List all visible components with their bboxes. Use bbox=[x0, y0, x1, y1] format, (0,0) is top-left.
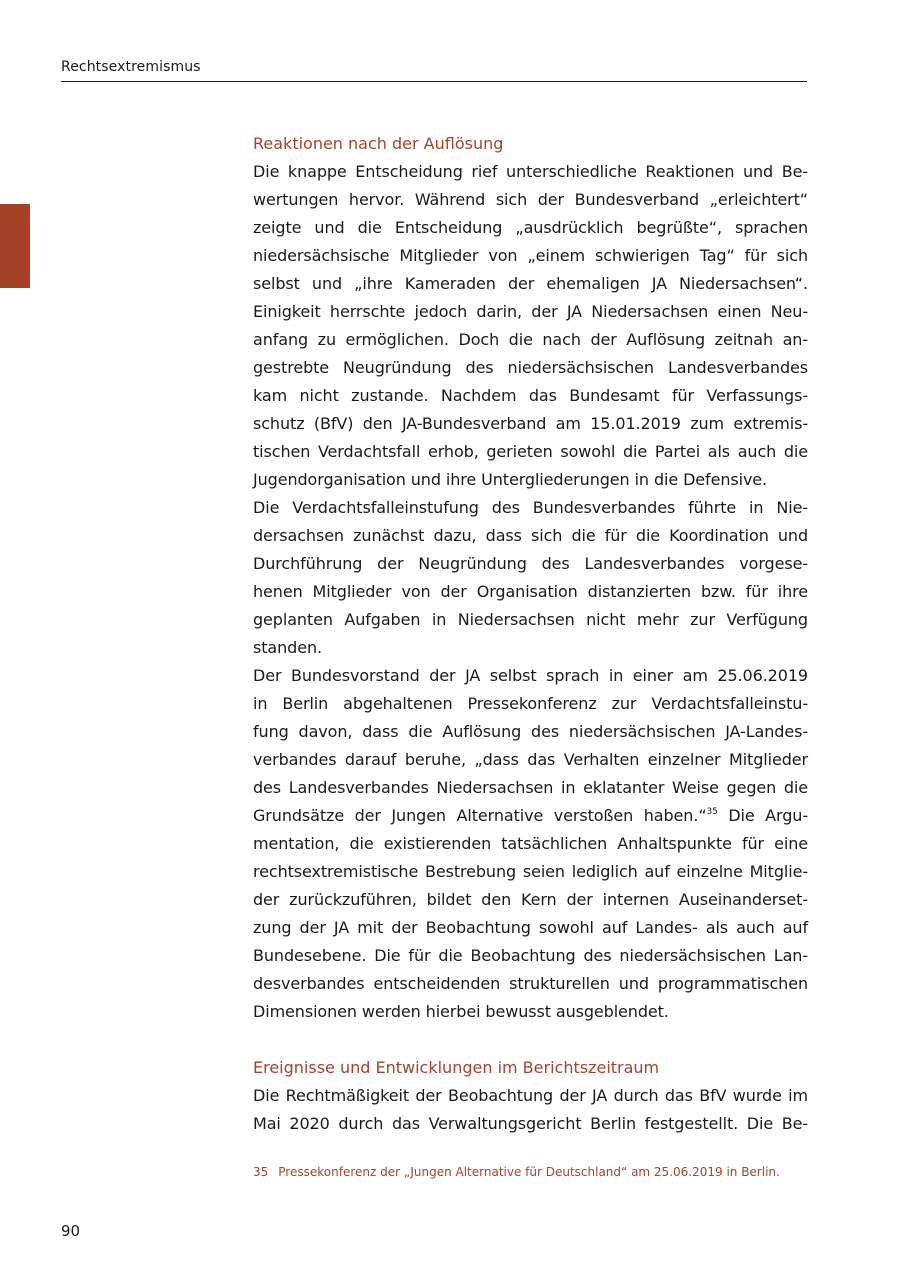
text-line: dersachsen zunächst dazu, dass sich die für die Koordination und bbox=[253, 526, 808, 545]
text-line: mentation, die existierenden tatsächlichen Anhaltspunkte für eine bbox=[253, 834, 808, 853]
header-rule bbox=[61, 81, 807, 82]
section-heading-reactions: Reaktionen nach der Auflösung bbox=[253, 134, 504, 153]
paragraph-3 bbox=[253, 662, 808, 1026]
section-heading-events: Ereignisse und Entwicklungen im Berichtszeitraum bbox=[253, 1058, 660, 1077]
text-line: kam nicht zustande. Nachdem das Bundesamt für Verfassungs- bbox=[253, 386, 808, 405]
text-line: zung der JA mit der Beobachtung sowohl auf Landes- als auch auf bbox=[253, 918, 808, 937]
text-line: rechtsextremistische Bestrebung seien lediglich auf einzelne Mitglie- bbox=[253, 862, 808, 881]
text-line: Einigkeit herrschte jedoch darin, der JA Niedersachsen einen Neu- bbox=[253, 302, 808, 321]
footnote-35 bbox=[253, 1165, 780, 1179]
text-segment: Grundsätze der Jungen Alternative verstoßen haben.“ bbox=[253, 806, 707, 825]
paragraph-1 bbox=[253, 158, 808, 494]
section-spacer bbox=[253, 1026, 808, 1054]
text-line: gestrebte Neugründung des niedersächsischen Landesverbandes bbox=[253, 358, 808, 377]
text-line: Dimensionen werden hierbei bewusst ausgeblendet. bbox=[253, 1002, 669, 1021]
text-line: henen Mitglieder von der Organisation distanzierten bzw. für ihre bbox=[253, 582, 808, 601]
text-line: standen. bbox=[253, 638, 322, 657]
text-line: geplanten Aufgaben in Niedersachsen nicht mehr zur Verfügung bbox=[253, 610, 808, 629]
footnote-number: 35 bbox=[253, 1165, 269, 1179]
text-line: schutz (BfV) den JA-Bundesverband am 15.01.2019 zum extremis- bbox=[253, 414, 808, 433]
text-line: zeigte und die Entscheidung „ausdrücklich begrüßte“, sprachen bbox=[253, 218, 808, 237]
text-line: der zurückzuführen, bildet den Kern der internen Auseinanderset- bbox=[253, 890, 808, 909]
text-line: Der Bundesvorstand der JA selbst sprach in einer am 25.06.2019 bbox=[253, 666, 808, 685]
text-line: tischen Verdachtsfall erhob, gerieten sowohl die Partei als auch die bbox=[253, 442, 808, 461]
text-line: anfang zu ermöglichen. Doch die nach der Auflösung zeitnah an- bbox=[253, 330, 808, 349]
text-line: Mai 2020 durch das Verwaltungsgericht Berlin festgestellt. Die Be- bbox=[253, 1114, 808, 1133]
text-line: Die Verdachtsfalleinstufung des Bundesverbandes führte in Nie- bbox=[253, 498, 808, 517]
text-line: verbandes darauf beruhe, „dass das Verhalten einzelner Mitglieder bbox=[253, 750, 808, 769]
footnote-reference-35[interactable]: 35 bbox=[706, 807, 718, 817]
text-line-with-footnote bbox=[253, 802, 808, 830]
paragraph-4 bbox=[253, 1082, 808, 1138]
text-line: in Berlin abgehaltenen Pressekonferenz zur Verdachtsfalleinstu- bbox=[253, 694, 808, 713]
text-line: selbst und „ihre Kameraden der ehemaligen JA Niedersachsen“. bbox=[253, 274, 808, 293]
text-line: Durchführung der Neugründung des Landesverbandes vorgese- bbox=[253, 554, 808, 573]
text-line: Bundesebene. Die für die Beobachtung des niedersächsischen Lan- bbox=[253, 946, 808, 965]
text-line: des Landesverbandes Niedersachsen in eklatanter Weise gegen die bbox=[253, 778, 808, 797]
text-line: Die knappe Entscheidung rief unterschiedliche Reaktionen und Be- bbox=[253, 162, 808, 181]
page-number: 90 bbox=[61, 1222, 81, 1240]
text-segment: Die Argu- bbox=[717, 806, 808, 825]
text-line: fung davon, dass die Auflösung des niedersächsischen JA-Landes- bbox=[253, 722, 808, 741]
running-title: Rechtsextremismus bbox=[61, 59, 201, 75]
text-line: desverbandes entscheidenden strukturellen und programmatischen bbox=[253, 974, 808, 993]
footnote-text: Pressekonferenz der „Jungen Alternative für Deutschland“ am 25.06.2019 in Berlin. bbox=[278, 1165, 780, 1179]
text-line: Jugendorganisation und ihre Untergliederungen in die Defensive. bbox=[253, 470, 768, 489]
main-text bbox=[253, 130, 808, 1138]
paragraph-2 bbox=[253, 494, 808, 662]
text-line: wertungen hervor. Während sich der Bundesverband „erleichtert“ bbox=[253, 190, 808, 209]
text-line: Die Rechtmäßigkeit der Beobachtung der JA durch das BfV wurde im bbox=[253, 1086, 808, 1105]
text-line: niedersächsische Mitglieder von „einem schwierigen Tag“ für sich bbox=[253, 246, 808, 265]
chapter-marker-tab bbox=[0, 204, 30, 288]
